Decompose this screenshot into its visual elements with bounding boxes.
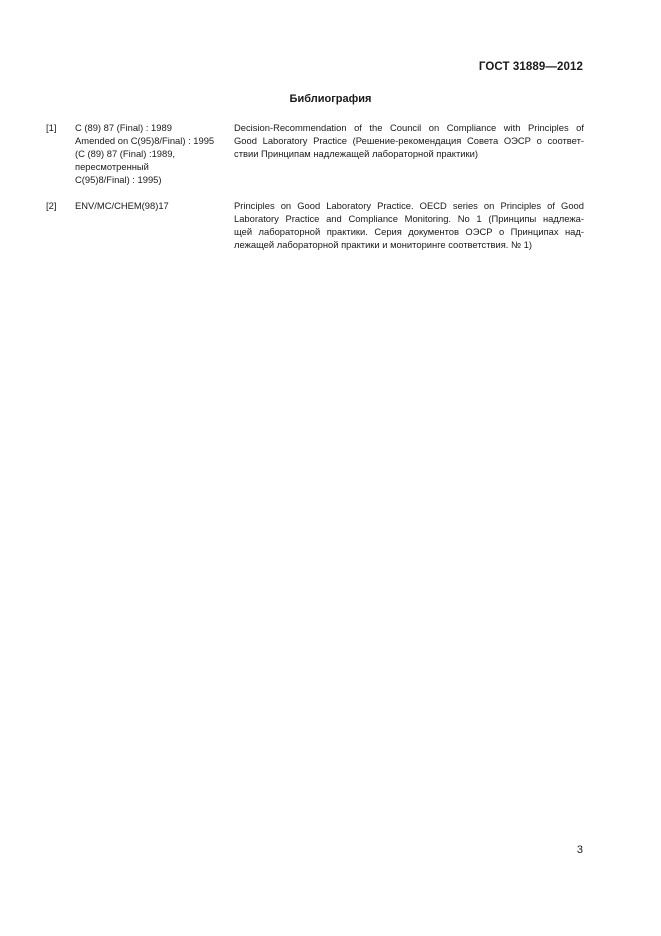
entry-code-line: пересмотренный [75, 161, 149, 172]
entry-description [234, 199, 584, 251]
entry-code [75, 121, 235, 186]
entry-description [234, 121, 584, 160]
page-number: 3 [576, 844, 583, 856]
entry-number: [1] [46, 122, 57, 133]
entry-code-line: Amended on C(95)8/Final) : 1995 [75, 135, 215, 146]
entry-code-line: ENV/MC/CHEM(98)17 [75, 200, 169, 211]
entry-description-line: щей лабораторной практики. Серия документов ОЭСР о Принципах над- [234, 226, 584, 237]
document-id: ГОСТ 31889—2012 [478, 61, 583, 73]
entry-description-line: Laboratory Practice and Compliance Monitoring. No 1 (Принципы надлежа- [234, 213, 584, 224]
entry-code-line: C(95)8/Final) : 1995) [75, 174, 162, 185]
entry-code-line: C (89) 87 (Final) : 1989 [75, 122, 172, 133]
entry-description-line: Principles on Good Laboratory Practice. OECD series on Principles of Good [234, 200, 584, 211]
entry-description-line: ствии Принципам надлежащей лабораторной практики) [234, 148, 478, 159]
entry-description-line: Decision-Recommendation of the Council on Compliance with Principles of [234, 122, 584, 133]
entry-description-line: лежащей лабораторной практики и мониторинге соответствия. № 1) [234, 239, 532, 250]
entry-code [75, 199, 235, 212]
entry-description-line: Good Laboratory Practice (Решение-рекомендация Совета ОЭСР о соответ- [234, 135, 584, 146]
entry-number: [2] [46, 200, 57, 211]
section-title: Библиография [289, 93, 372, 105]
entry-code-line: (C (89) 87 (Final) :1989, [75, 148, 176, 159]
